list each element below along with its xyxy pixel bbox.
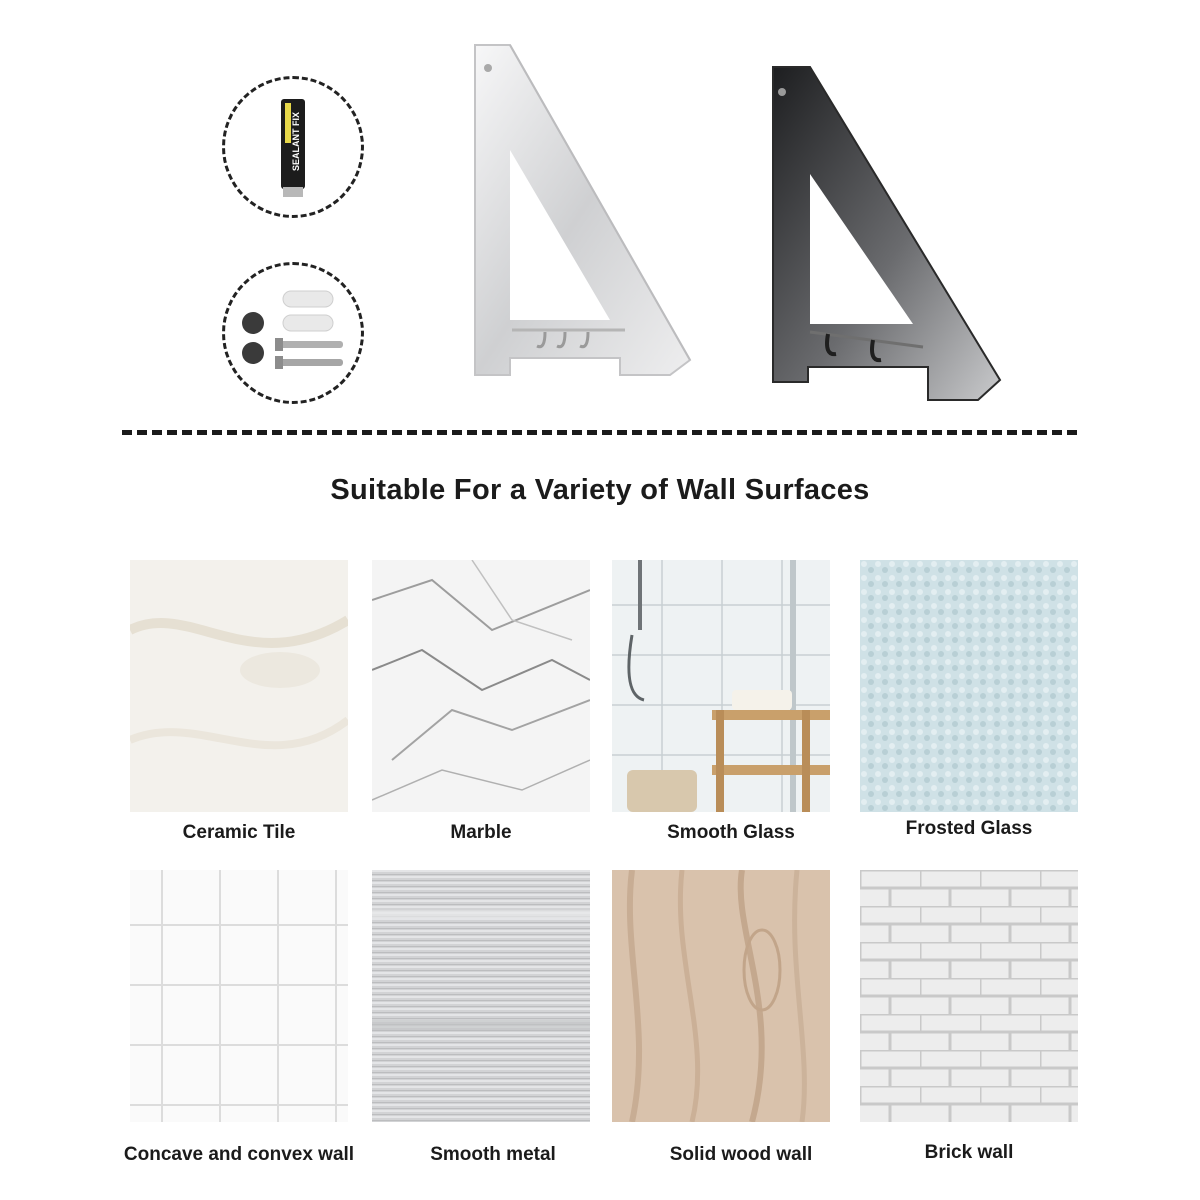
surface-label-concave-convex: Concave and convex wall bbox=[123, 1144, 355, 1165]
dashed-divider bbox=[122, 430, 1077, 435]
surface-label-frosted-glass: Frosted Glass bbox=[905, 818, 1033, 839]
silver-folding-rack-image bbox=[470, 40, 700, 385]
smooth-glass-bathroom-swatch bbox=[612, 560, 830, 812]
surface-tile-ceramic bbox=[130, 560, 348, 812]
black-folding-rack-image bbox=[768, 62, 1008, 407]
wood-grain-swatch bbox=[612, 870, 830, 1122]
surface-tile-concave-convex bbox=[130, 870, 348, 1122]
section-headline: Suitable For a Variety of Wall Surfaces bbox=[330, 474, 870, 506]
screws-anchors-icon bbox=[225, 265, 361, 401]
surface-label-solid-wood: Solid wood wall bbox=[669, 1144, 813, 1165]
sealant-tube-icon bbox=[225, 79, 361, 215]
surface-tile-smooth-glass bbox=[612, 560, 830, 812]
surface-tile-smooth-metal bbox=[372, 870, 590, 1122]
tile-grid-swatch bbox=[130, 870, 348, 1122]
sealant-tube-label: SEALANT FIX bbox=[291, 111, 301, 171]
surface-label-smooth-metal: Smooth metal bbox=[430, 1144, 556, 1165]
ceramic-tile-swatch bbox=[130, 560, 348, 812]
brushed-metal-swatch bbox=[372, 870, 590, 1122]
frosted-glass-swatch bbox=[860, 560, 1078, 812]
marble-swatch bbox=[372, 560, 590, 812]
surface-label-smooth-glass: Smooth Glass bbox=[667, 822, 795, 843]
surface-tile-brick bbox=[860, 870, 1078, 1122]
surface-label-brick: Brick wall bbox=[924, 1142, 1014, 1163]
surface-tile-solid-wood bbox=[612, 870, 830, 1122]
accessory-circle-screws bbox=[222, 262, 364, 404]
surface-tile-marble bbox=[372, 560, 590, 812]
surface-label-marble: Marble bbox=[450, 822, 512, 843]
white-brick-swatch bbox=[860, 870, 1078, 1122]
surface-tile-frosted-glass bbox=[860, 560, 1078, 812]
accessory-circle-sealant bbox=[222, 76, 364, 218]
surface-label-ceramic: Ceramic Tile bbox=[182, 822, 296, 843]
